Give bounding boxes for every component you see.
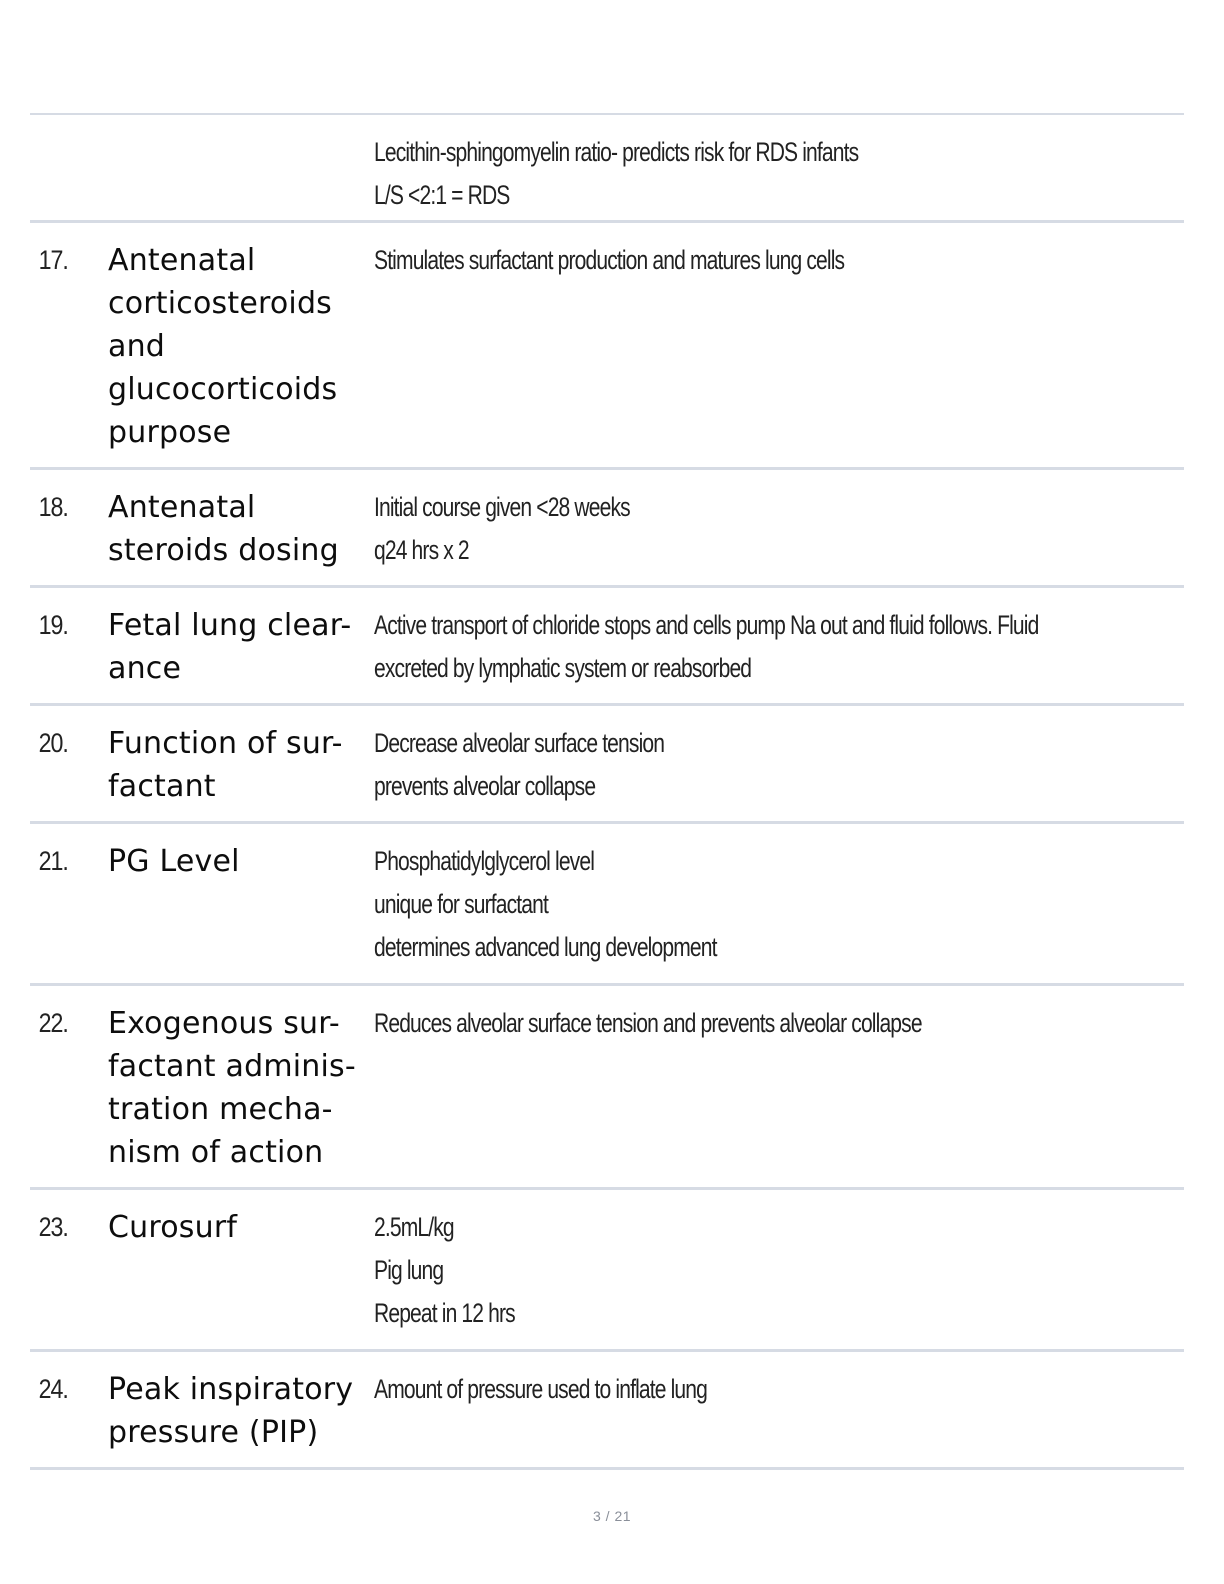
card-definition: [374, 1206, 1184, 1335]
definition-line: excreted by lymphatic system or reabsorbed: [374, 653, 752, 683]
card-term: [108, 1206, 374, 1249]
term-line: Exogenous sur-: [108, 1006, 340, 1041]
card-term: [108, 604, 374, 690]
term-line: glucocorticoids: [108, 372, 338, 407]
card-definition: [374, 722, 1184, 808]
definition-line: q24 hrs x 2: [374, 535, 469, 565]
definition-line: Amount of pressure used to inflate lung: [374, 1374, 707, 1404]
definition-line: unique for surfactant: [374, 889, 548, 919]
card-definition: [374, 1368, 1184, 1411]
card-term: [108, 1002, 374, 1174]
card-number: 17.: [38, 245, 68, 275]
card-number: 23.: [38, 1212, 68, 1242]
term-line: ance: [108, 651, 182, 686]
card-term: [108, 239, 374, 454]
card-number: 21.: [38, 846, 68, 876]
flashcard-row: [30, 470, 1184, 588]
term-line: PG Level: [108, 844, 240, 879]
definition-line: Decrease alveolar surface tension: [374, 728, 665, 758]
page-indicator: 3 / 21: [592, 1508, 632, 1524]
definition-line: L/S <2:1 = RDS: [374, 180, 510, 210]
term-line: pressure (PIP): [108, 1415, 319, 1450]
definition-line: prevents alveolar collapse: [374, 771, 596, 801]
term-line: Function of sur-: [108, 726, 343, 761]
card-number: 24.: [38, 1374, 68, 1404]
term-line: and: [108, 329, 166, 364]
flashcard-row: [30, 115, 1184, 223]
card-definition: [374, 604, 1224, 690]
flashcard-row: [30, 986, 1184, 1190]
card-number: 20.: [38, 728, 68, 758]
flashcard-row: [30, 824, 1184, 986]
definition-line: Active transport of chloride stops and cells pump Na out and fluid follows. Fluid: [374, 610, 1039, 640]
term-line: steroids dosing: [108, 533, 339, 568]
definition-line: Initial course given <28 weeks: [374, 492, 630, 522]
term-line: nism of action: [108, 1135, 324, 1170]
definition-line: Phosphatidylglycerol level: [374, 846, 595, 876]
card-term: [108, 486, 374, 572]
definition-line: determines advanced lung development: [374, 932, 717, 962]
term-line: tration mecha-: [108, 1092, 333, 1127]
card-definition: [374, 239, 1184, 282]
card-number: 19.: [38, 610, 68, 640]
flashcard-row: [30, 1352, 1184, 1470]
term-line: Antenatal: [108, 243, 256, 278]
definition-line: Reduces alveolar surface tension and prevents alveolar collapse: [374, 1008, 922, 1038]
term-line: corticosteroids: [108, 286, 333, 321]
card-definition: [374, 840, 1184, 969]
card-term: [108, 1368, 374, 1454]
term-line: Peak inspiratory: [108, 1372, 354, 1407]
term-line: Antenatal: [108, 490, 256, 525]
card-definition: [374, 131, 1184, 217]
flashcard-row: [30, 1190, 1184, 1352]
definition-line: Stimulates surfactant production and matures lung cells: [374, 245, 845, 275]
flashcard-row: [30, 588, 1184, 706]
definition-line: Lecithin-sphingomyelin ratio- predicts risk for RDS infants: [374, 137, 859, 167]
card-term: [108, 840, 374, 883]
card-definition: [374, 486, 1184, 572]
flashcard-row: [30, 706, 1184, 824]
definition-line: Repeat in 12 hrs: [374, 1298, 515, 1328]
term-line: purpose: [108, 415, 232, 450]
card-number: 22.: [38, 1008, 68, 1038]
card-term: [108, 722, 374, 808]
definition-line: Pig lung: [374, 1255, 444, 1285]
term-line: factant adminis-: [108, 1049, 356, 1084]
term-line: factant: [108, 769, 216, 804]
flashcard-list: [30, 113, 1184, 1470]
card-number: 18.: [38, 492, 68, 522]
card-definition: [374, 1002, 1184, 1045]
term-line: Curosurf: [108, 1210, 238, 1245]
definition-line: 2.5mL/kg: [374, 1212, 454, 1242]
flashcard-row: [30, 223, 1184, 470]
term-line: Fetal lung clear-: [108, 608, 352, 643]
